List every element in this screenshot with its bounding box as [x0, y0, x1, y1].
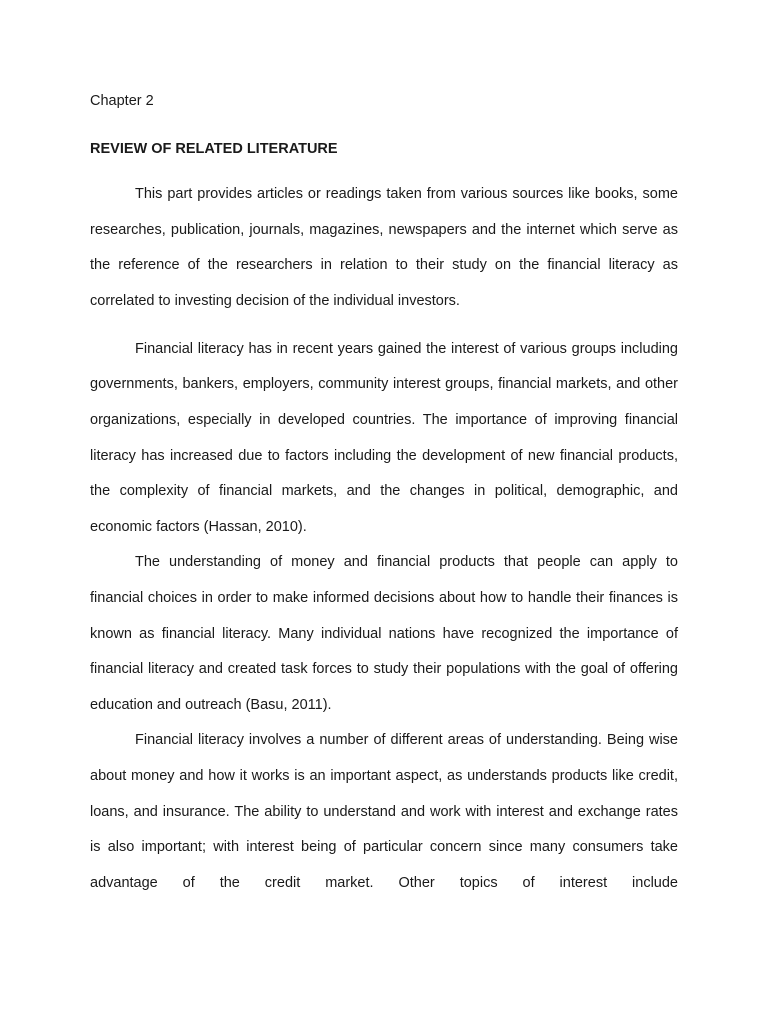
section-title: REVIEW OF RELATED LITERATURE	[90, 141, 338, 157]
paragraph-intro: This part provides articles or readings taken from various sources like books, some researches, publication, journals, magazines, newspapers and the internet which serve as the reference of the researchers in relation to their study on the financial literacy as correlated to investing decision of the individual investors.	[90, 186, 678, 309]
paragraph-financial-literacy-definition: The understanding of money and financial products that people can apply to financial choices in order to make informed decisions about how to handle their finances is known as financial literacy. Many individual nations have recognized the importance of financial literacy and created task forces to study their populations with the goal of offering education and outreach (Basu, 2011).	[90, 554, 678, 713]
paragraph-areas-of-understanding: Financial literacy involves a number of different areas of understanding. Being wise about money and how it works is an important aspect, as understands products like credit, loans, and insurance. The ability to understand and work with interest and exchange rates is also important; with interest being of particular concern since many consumers take advantage of the credit market. Other topics of interest include	[90, 732, 678, 891]
chapter-label: Chapter 2	[90, 93, 154, 109]
document-body	[90, 89, 678, 901]
paragraph-financial-literacy-interest: Financial literacy has in recent years gained the interest of various groups including governments, bankers, employers, community interest groups, financial markets, and other organizations, especially in developed countries. The importance of improving financial literacy has increased due to factors including the development of new financial products, the complexity of financial markets, and the changes in political, demographic, and economic factors (Hassan, 2010).	[90, 340, 678, 535]
